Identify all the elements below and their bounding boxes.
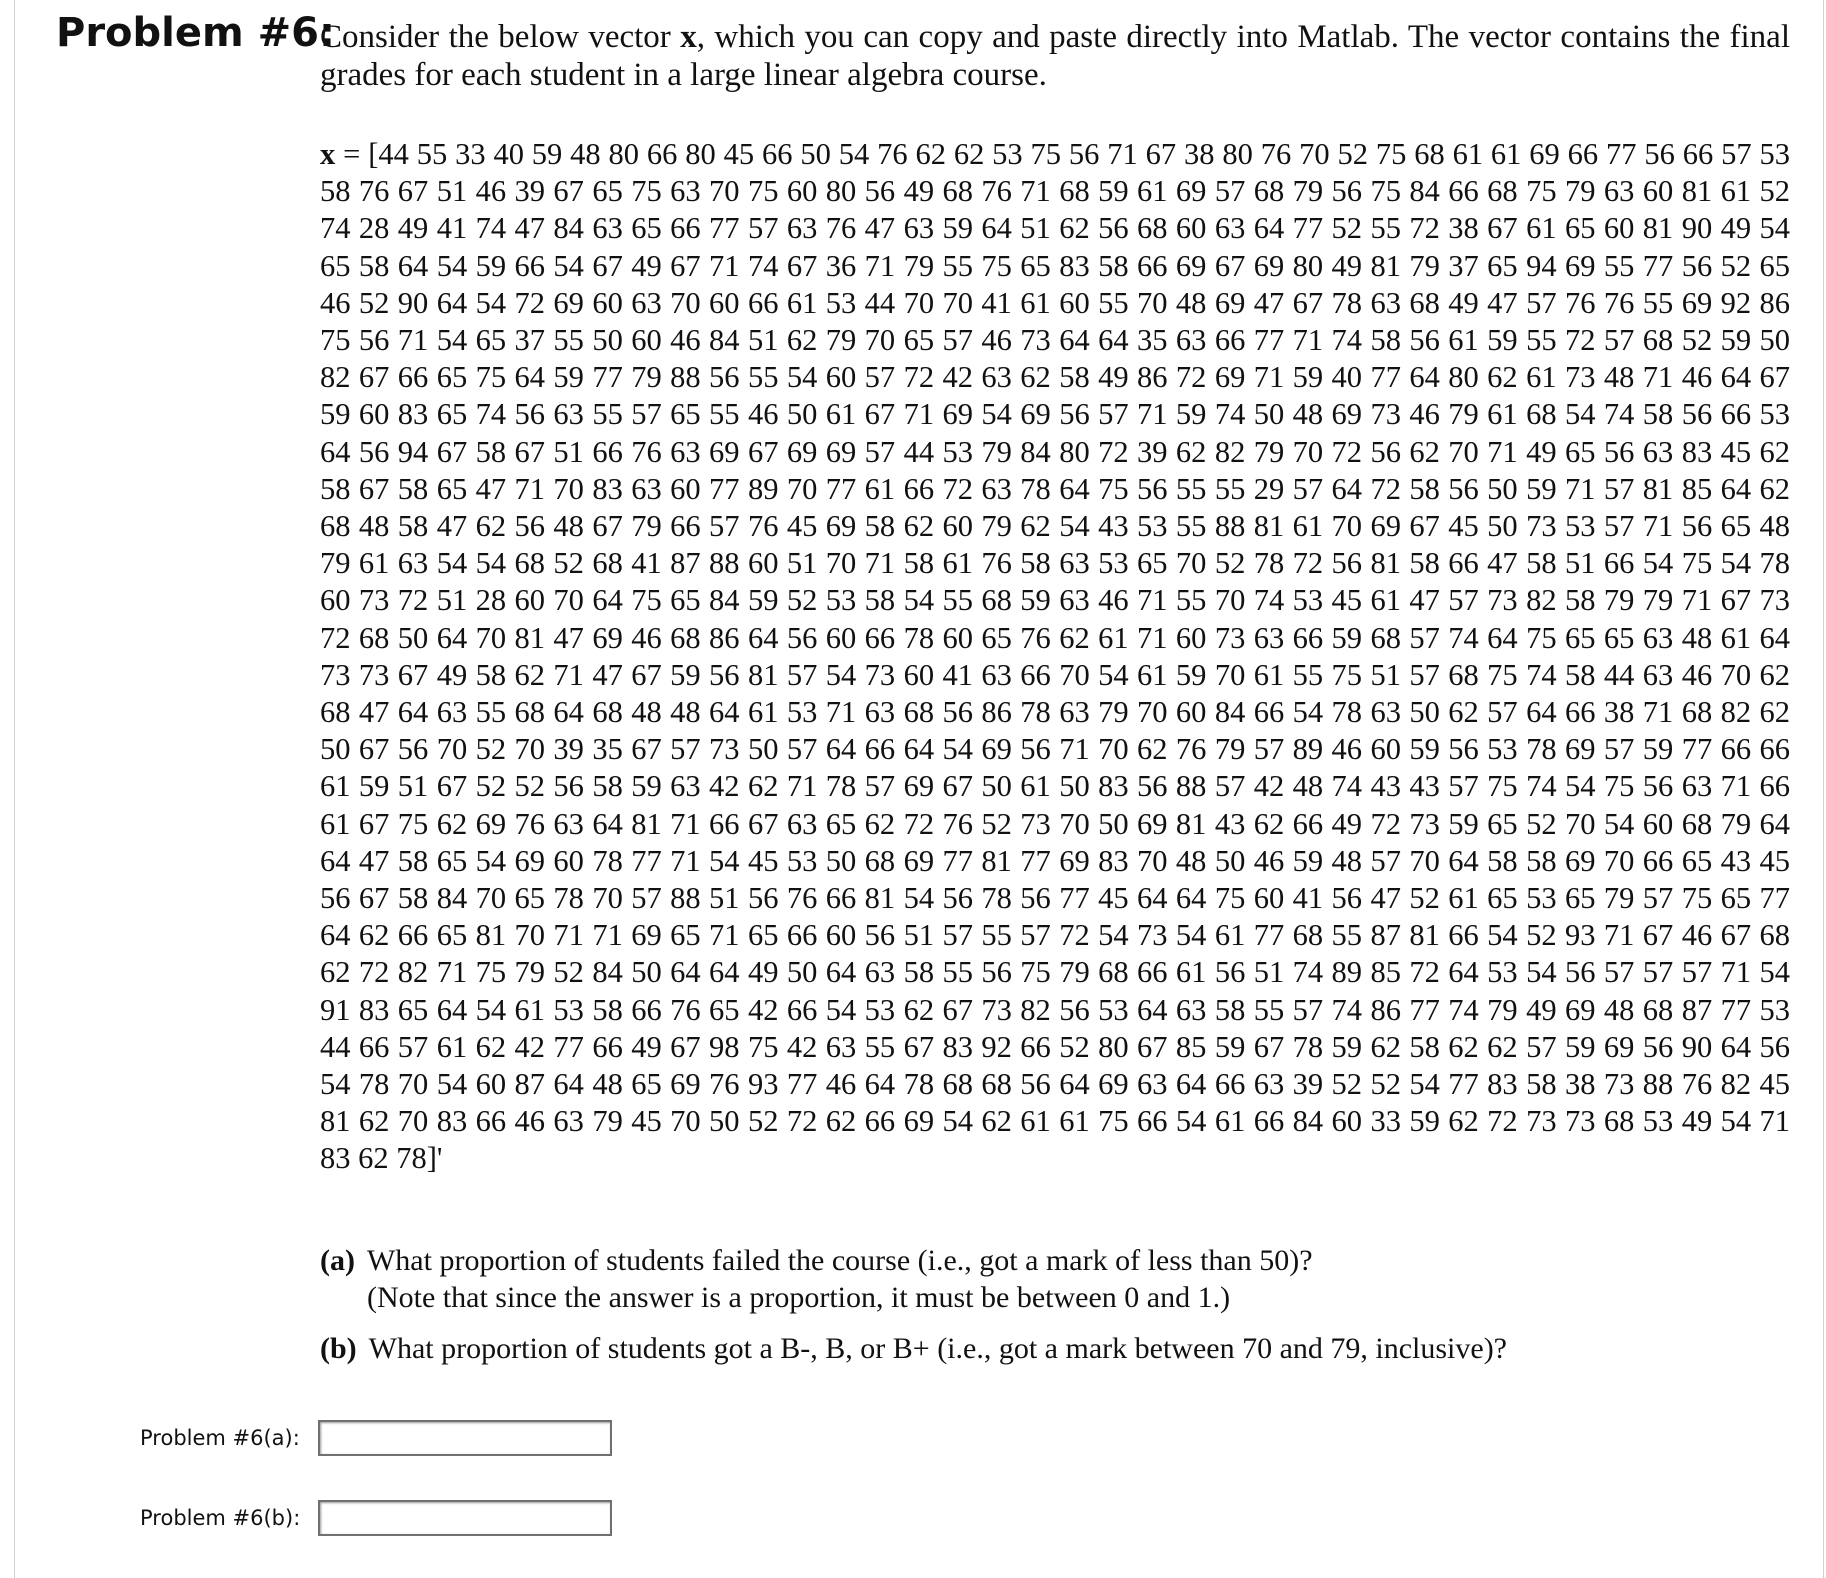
answer-a-input[interactable] <box>318 1420 612 1456</box>
answer-row-b <box>140 1500 612 1536</box>
answer-b-input[interactable] <box>318 1500 612 1536</box>
answer-a-label: Problem #6(a): <box>140 1426 300 1450</box>
question-a-label: (a) <box>320 1243 355 1277</box>
question-a <box>320 1242 1790 1316</box>
question-b-text: What proportion of students got a B-, B, or B+ (i.e., got a mark between 70 and 79, inclusive)? <box>368 1331 1508 1365</box>
question-a-body <box>367 1242 1313 1316</box>
answer-row-a <box>140 1420 612 1456</box>
question-a-text: What proportion of students failed the course (i.e., got a mark of less than 50)? <box>366 1243 1313 1277</box>
problem-intro <box>320 18 1790 94</box>
problem-content <box>320 18 1790 1381</box>
grades-vector <box>320 136 1790 1178</box>
questions <box>320 1242 1790 1367</box>
intro-text-before: Consider the below vector <box>320 19 681 55</box>
intro-var: x <box>680 19 697 55</box>
question-a-note: (Note that since the answer is a proportion, it must be between 0 and 1.) <box>366 1280 1231 1314</box>
vector-eq: = <box>335 137 369 171</box>
intro-text-after: , which you can copy and paste directly into Matlab. The vector contains the final grades for each student in a large linear algebra course. <box>320 19 1791 93</box>
question-b <box>320 1330 1790 1367</box>
vector-values: [44 55 33 40 59 48 80 66 80 45 66 50 54 76 62 62 53 75 56 71 67 38 80 76 70 52 75 68 61 61 69 66 77 56 66 57 53 58 76 67 51 46 39 67 65 75 63 70 75 60 80 56 49 68 76 71 68 59 61 69 57 68 79 56 75 84 66 68 75 79 63 60 81 61 52 74 28 49 41 74 47 84 63 65 66 77 57 63 76 47 63 59 64 51 62 56 68 60 63 64 77 52 55 72 38 67 61 65 60 81 90 49 54 65 58 64 54 59 66 54 67 49 67 71 74 67 36 71 79 55 75 65 83 58 66 69 67 69 80 49 81 79 37 65 94 69 55 77 56 52 65 46 52 90 64 54 72 69 60 63 70 60 66 61 53 44 70 70 41 61 60 55 70 48 69 47 67 78 63 68 49 47 57 76 76 55 69 92 86 75 56 71 54 65 37 55 50 60 46 84 51 62 79 70 65 57 46 73 64 64 35 63 66 77 71 74 58 56 61 59 55 72 57 68 52 59 50 82 67 66 65 75 64 59 77 79 88 56 55 54 60 57 72 42 63 62 58 49 86 72 69 71 59 40 77 64 80 62 61 73 48 71 46 64 67 59 60 83 65 74 56 63 55 57 65 55 46 50 61 67 71 69 54 69 56 57 71 59 74 50 48 69 73 46 79 61 68 54 74 58 56 66 53 64 56 94 67 58 67 51 66 76 63 69 67 69 69 57 44 53 79 84 80 72 39 62 82 79 70 72 56 62 70 71 49 65 56 63 83 45 62 58 67 58 65 47 71 70 83 63 60 77 89 70 77 61 66 72 63 78 64 75 56 55 55 29 57 64 72 58 56 50 59 71 57 81 85 64 62 68 48 58 47 62 56 48 67 79 66 57 76 45 69 58 62 60 79 62 54 43 53 55 88 81 61 70 69 67 45 50 73 53 57 71 56 65 48 79 61 63 54 54 68 52 68 41 87 88 60 51 70 71 58 61 76 58 63 53 65 70 52 78 72 56 81 58 66 47 58 51 66 54 75 54 78 60 73 72 51 28 60 70 64 75 65 84 59 52 53 58 54 55 68 59 63 46 71 55 70 74 53 45 61 47 57 73 82 58 79 79 71 67 73 72 68 50 64 70 81 47 69 46 68 86 64 56 60 66 78 60 65 76 62 61 71 60 73 63 66 59 68 57 74 64 75 65 65 63 48 61 64 73 73 67 49 58 62 71 47 67 59 56 81 57 54 73 60 41 63 66 70 54 61 59 70 61 55 75 51 57 68 75 74 58 44 63 46 70 62 68 47 64 63 55 68 64 68 48 48 64 61 53 71 63 68 56 86 78 63 79 70 60 84 66 54 78 63 50 62 57 64 66 38 71 68 82 62 50 67 56 70 52 70 39 35 67 57 73 50 57 64 66 64 54 69 56 71 70 62 76 79 57 89 46 60 59 56 53 78 69 57 59 77 66 66 61 59 51 67 52 52 56 58 59 63 42 62 71 78 57 69 67 50 61 50 83 56 88 57 42 48 74 43 43 57 75 74 54 75 56 63 71 66 61 67 75 62 69 76 63 64 81 71 66 67 63 65 62 72 76 52 73 70 50 69 81 43 62 66 49 72 73 59 65 52 70 54 60 68 79 64 64 47 58 65 54 69 60 78 77 71 54 45 53 50 68 69 77 81 77 69 83 70 48 50 46 59 48 57 70 64 58 58 69 70 66 65 43 45 56 67 58 84 70 65 78 70 57 88 51 56 76 66 81 54 56 78 56 77 45 64 64 75 60 41 56 47 52 61 65 53 65 79 57 75 65 77 64 62 66 65 81 70 71 71 69 65 71 65 66 60 56 51 57 55 57 72 54 73 54 61 77 68 55 87 81 66 54 52 93 71 67 46 67 68 62 72 82 71 75 79 52 84 50 64 64 49 50 64 63 58 55 56 75 79 68 66 61 56 51 74 89 85 72 64 53 54 56 57 57 57 71 54 91 83 65 64 54 61 53 58 66 76 65 42 66 54 53 62 67 73 82 56 53 64 63 58 55 57 74 86 77 74 79 49 69 48 68 87 77 53 44 66 57 61 62 42 77 66 49 67 98 75 42 63 55 67 83 92 66 52 80 67 85 59 67 78 59 62 58 62 62 57 59 69 56 90 64 56 54 78 70 54 60 87 64 48 65 69 76 93 77 46 64 78 68 68 56 64 69 63 64 66 63 39 52 52 54 77 83 58 38 73 88 76 82 45 81 62 70 83 66 46 63 79 45 70 50 52 72 62 66 69 54 62 61 61 75 66 54 61 66 84 60 33 59 62 72 73 73 68 53 49 54 71 83 62 78]' <box>320 137 1790 1176</box>
answer-b-label: Problem #6(b): <box>140 1506 301 1530</box>
problem-title: Problem #6: <box>56 10 335 56</box>
vector-label: x <box>320 137 336 171</box>
question-b-label: (b) <box>320 1331 357 1365</box>
